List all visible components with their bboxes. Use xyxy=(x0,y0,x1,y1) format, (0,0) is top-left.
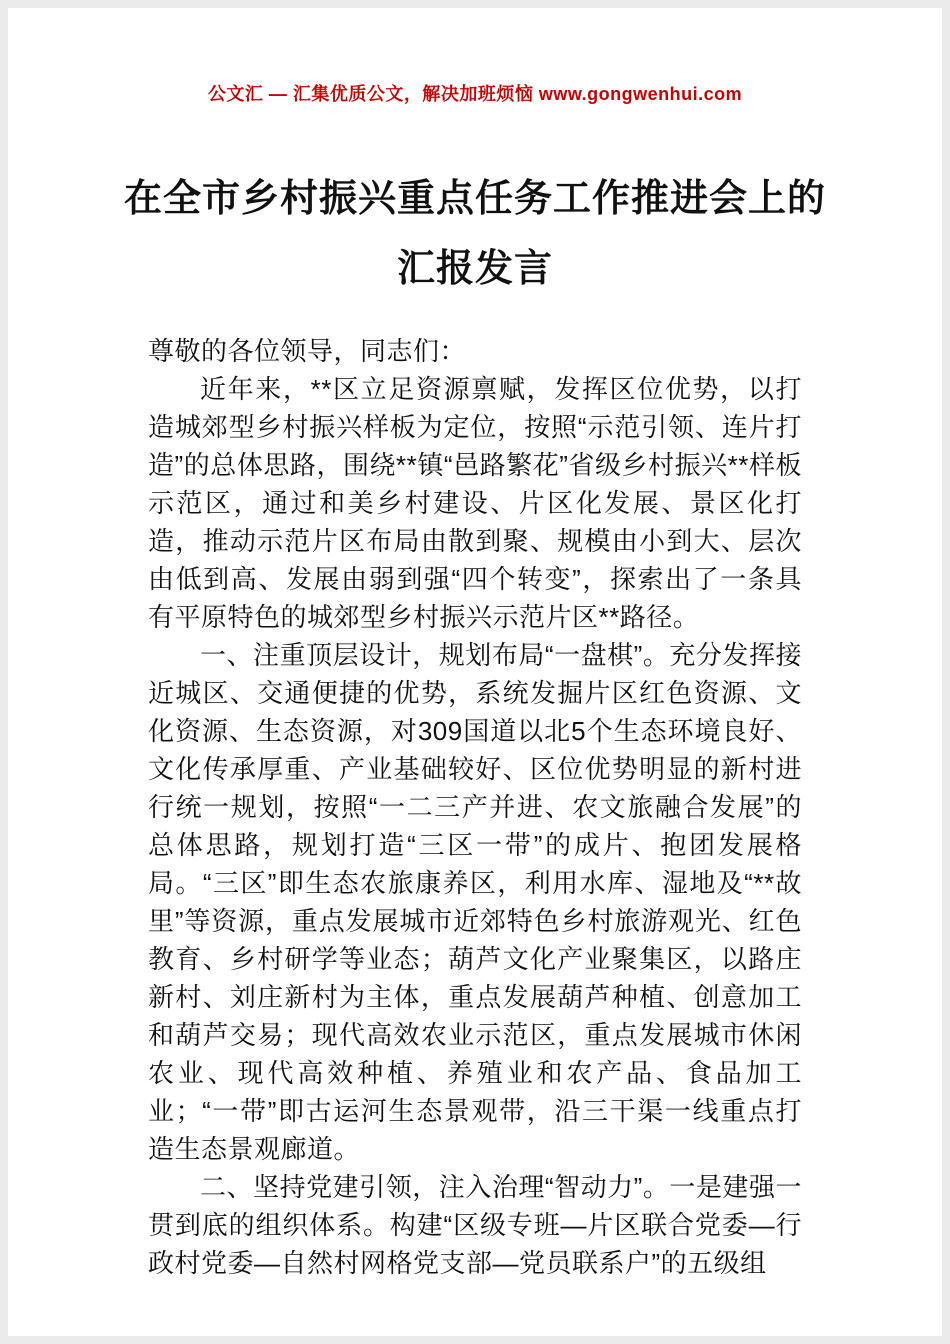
document-title-line2: 汇报发言 xyxy=(396,248,553,290)
section-2-paragraph: 二、坚持党建引领，注入治理“智动力”。一是建强一贯到底的组织体系。构建“区级专班—片区联合党委—行政村党委—自然村网格党支部—党员联系户”的五级组 xyxy=(148,1172,802,1278)
site-banner xyxy=(8,8,942,106)
salutation-paragraph: 尊敬的各位领导，同志们： xyxy=(148,336,467,366)
site-banner-text: 公文汇 — 汇集优质公文，解决加班烦恼 www.gongwenhui.com xyxy=(207,84,743,104)
document-title-line1: 在全市乡村振兴重点任务工作推进会上的 xyxy=(123,178,826,220)
document-page xyxy=(8,8,942,1336)
intro-paragraph: 近年来，**区立足资源禀赋，发挥区位优势，以打造城郊型乡村振兴样板为定位，按照“示范引领、连片打造”的总体思路，围绕**镇“邑路繁花”省级乡村振兴**样板示范区，通过和美乡村建设、片区化发展、景区化打造，推动示范片区布局由散到聚、规模由小到大、层次由低到高、发展由弱到强“四个转变”，探索出了一条具有平原特色的城郊型乡村振兴示范片区**路径。 xyxy=(148,374,802,632)
document-body xyxy=(148,332,802,1282)
section-1-paragraph: 一、注重顶层设计，规划布局“一盘棋”。充分发挥接近城区、交通便捷的优势，系统发掘片区红色资源、文化资源、生态资源，对309国道以北5个生态环境良好、文化传承厚重、产业基础较好、区位优势明显的新村进行统一规划，按照“一二三产并进、农文旅融合发展”的总体思路，规划打造“三区一带”的成片、抱团发展格局。“三区”即生态农旅康养区，利用水库、湿地及“**故里”等资源，重点发展城市近郊特色乡村旅游观光、红色教育、乡村研学等业态；葫芦文化产业聚集区，以路庄新村、刘庄新村为主体，重点发展葫芦种植、创意加工和葫芦交易；现代高效农业示范区，重点发展城市休闲农业、现代高效种植、养殖业和农产品、食品加工业；“一带”即古运河生态景观带，沿三干渠一线重点打造生态景观廊道。 xyxy=(148,640,802,1164)
document-title xyxy=(8,164,942,304)
